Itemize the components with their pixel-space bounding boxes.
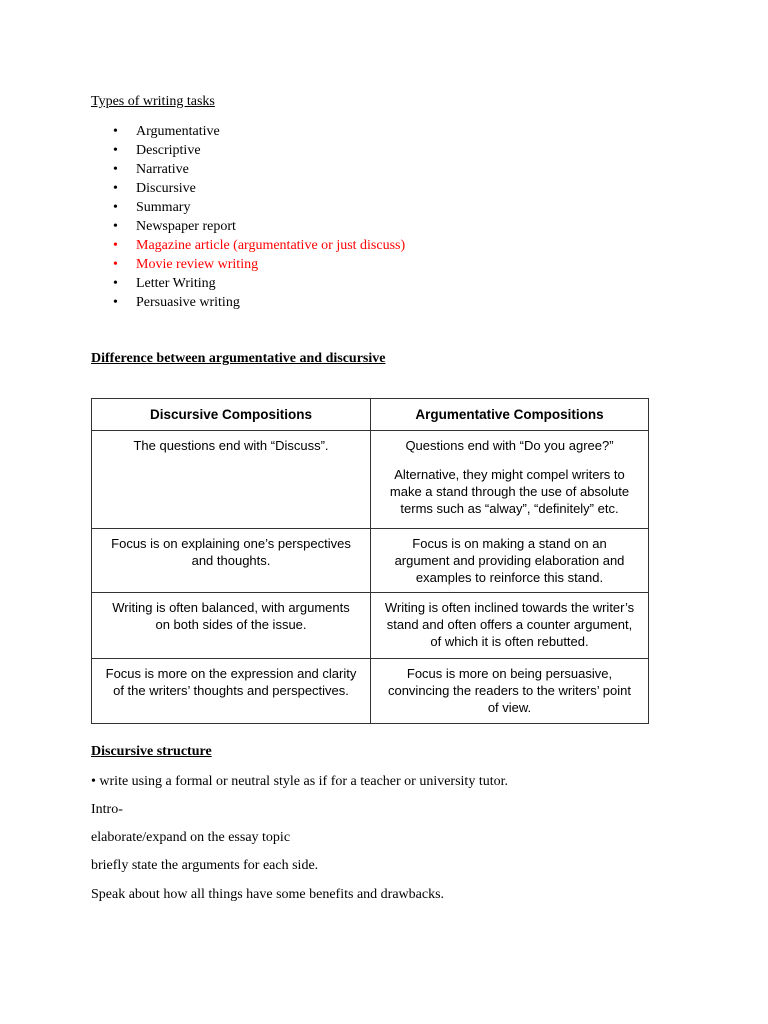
cell-text: on both sides of the issue. <box>155 617 307 632</box>
argumentative-cell <box>371 593 649 659</box>
cell-text: Writing is often balanced, with arguments <box>112 600 350 615</box>
argumentative-cell <box>371 529 649 593</box>
list-item <box>113 141 405 160</box>
table-header-row <box>92 399 649 431</box>
bullet-icon: • <box>113 276 118 291</box>
discursive-cell <box>92 593 371 659</box>
column-header-argumentative: Argumentative Compositions <box>371 399 649 431</box>
cell-text: Focus is more on being persuasive, <box>406 666 613 681</box>
bullet-icon: • <box>113 219 118 234</box>
list-item-label: Discursive <box>136 181 196 196</box>
list-item <box>113 217 405 236</box>
list-item-label: Argumentative <box>136 124 220 139</box>
discursive-cell <box>92 431 371 529</box>
list-item-label: Newspaper report <box>136 219 236 234</box>
discursive-cell <box>92 529 371 593</box>
bullet-icon: • <box>113 124 118 139</box>
list-item <box>113 160 405 179</box>
bullet-icon: • <box>113 181 118 196</box>
comparison-table <box>91 398 649 724</box>
bullet-icon: • <box>113 200 118 215</box>
cell-text: of which it is often rebutted. <box>430 634 589 649</box>
bullet-icon: • <box>113 295 118 310</box>
structure-heading: Discursive structure <box>91 744 212 759</box>
list-item <box>113 236 405 255</box>
cell-text: make a stand through the use of absolute <box>389 484 630 499</box>
cell-text: Questions end with “Do you agree?” <box>405 438 614 453</box>
cell-text: Focus is more on the expression and clarity <box>105 666 357 681</box>
cell-text: The questions end with “Discuss”. <box>133 438 329 453</box>
writing-task-list <box>113 122 405 312</box>
table-row <box>92 659 649 724</box>
list-item-label: Movie review writing <box>136 257 259 272</box>
bullet-icon: • <box>113 238 118 253</box>
list-item <box>113 122 405 141</box>
structure-paragraph: Speak about how all things have some benefits and drawbacks. <box>91 887 445 902</box>
list-item-label: Summary <box>136 200 191 215</box>
list-item-label: Narrative <box>136 162 189 177</box>
cell-text: Focus is on making a stand on an <box>412 536 607 551</box>
cell-text: Alternative, they might compel writers to <box>394 467 625 482</box>
cell-text: stand and often offers a counter argument, <box>386 617 633 632</box>
discursive-cell <box>92 659 371 724</box>
table-row <box>92 529 649 593</box>
list-item-label: Persuasive writing <box>136 295 240 310</box>
list-item <box>113 293 405 312</box>
column-header-discursive: Discursive Compositions <box>92 399 371 431</box>
cell-text: convincing the readers to the writers’ point <box>387 683 632 698</box>
list-item-label: Descriptive <box>136 143 201 158</box>
cell-text: examples to reinforce this stand. <box>415 570 604 585</box>
structure-paragraph: • write using a formal or neutral style as if for a teacher or university tutor. <box>91 774 508 789</box>
bullet-icon: • <box>113 143 118 158</box>
argumentative-cell <box>371 431 649 529</box>
bullet-icon: • <box>113 257 118 272</box>
list-item <box>113 179 405 198</box>
structure-paragraph: elaborate/expand on the essay topic <box>91 830 291 845</box>
list-item <box>113 255 405 274</box>
cell-text: of view. <box>487 700 532 715</box>
cell-text: Focus is on explaining one’s perspectives <box>111 536 351 551</box>
structure-paragraph: Intro- <box>91 802 123 817</box>
cell-text: of the writers’ thoughts and perspectives. <box>113 683 349 698</box>
tasks-heading: Types of writing tasks <box>91 94 215 109</box>
table-row <box>92 431 649 529</box>
difference-heading: Difference between argumentative and discursive <box>91 351 386 366</box>
bullet-icon: • <box>113 162 118 177</box>
list-item <box>113 274 405 293</box>
cell-text: Writing is often inclined towards the writer’s <box>384 600 635 615</box>
table-row <box>92 593 649 659</box>
structure-paragraph: briefly state the arguments for each side. <box>91 858 319 873</box>
cell-text: argument and providing elaboration and <box>394 553 625 568</box>
list-item-label: Magazine article (argumentative or just discuss) <box>136 238 406 253</box>
argumentative-cell <box>371 659 649 724</box>
list-item <box>113 198 405 217</box>
cell-text: and thoughts. <box>191 553 271 568</box>
cell-text: terms such as “alway”, “definitely” etc. <box>400 501 619 516</box>
list-item-label: Letter Writing <box>136 276 216 291</box>
cell-spacer <box>375 454 644 466</box>
